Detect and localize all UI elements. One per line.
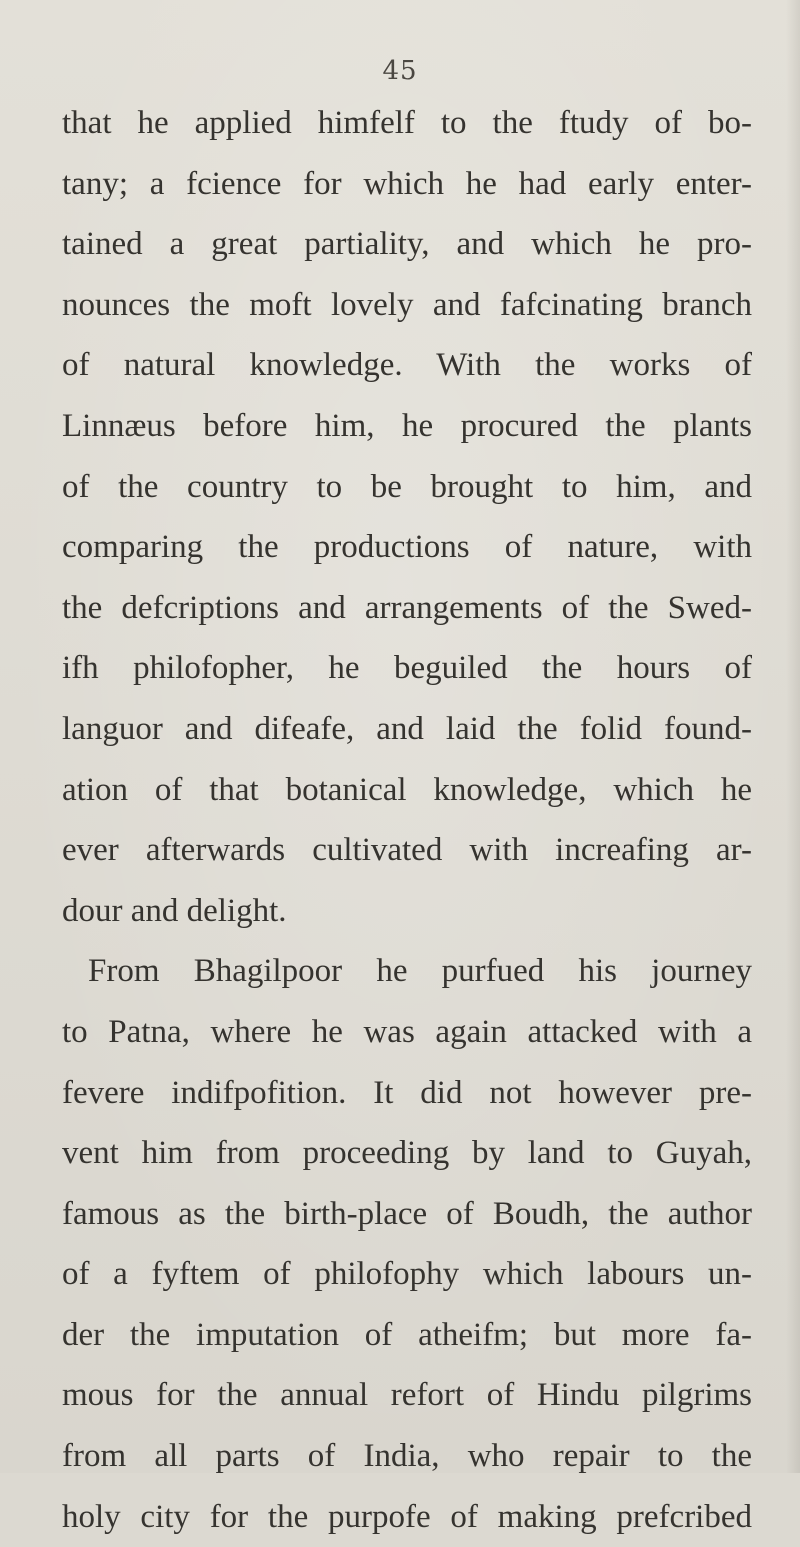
text-line: languor and difeafe, and laid the folid found- [62,710,752,747]
text-line: der the imputation of atheifm; but more fa- [62,1316,752,1353]
text-line: to Patna, where he was again attacked with a [62,1013,752,1050]
text-line: ever afterwards cultivated with increafing ar- [62,832,752,869]
text-line: of a fyftem of philofophy which labours un- [62,1256,752,1293]
text-line: holy city for the purpofe of making prefcribed [62,1498,752,1535]
text-line: of the country to be brought to him, and [62,468,752,505]
body-text [62,93,752,1547]
text-line: mous for the annual refort of Hindu pilgrims [62,1377,752,1414]
text-line: vent him from proceeding by land to Guyah, [62,1135,752,1172]
text-line: tained a great partiality, and which he pro- [62,226,752,263]
text-line: famous as the birth-place of Boudh, the author [62,1195,752,1232]
text-line: comparing the productions of nature, with [62,529,752,566]
page-number: 45 [382,56,418,86]
text-line: ifh philofopher, he beguiled the hours of [62,650,752,687]
text-line: nounces the moft lovely and fafcinating branch [62,286,752,323]
paragraph-start-line: From Bhagilpoor he purfued his journey [88,953,752,990]
text-line: the defcriptions and arrangements of the Swed- [62,589,752,626]
text-line: from all parts of India, who repair to the [62,1438,752,1475]
text-line: of natural knowledge. With the works of [62,347,752,384]
text-line: ation of that botanical knowledge, which he [62,771,752,808]
text-line: that he applied himfelf to the ftudy of bo- [62,105,752,141]
text-line: Linnæus before him, he procured the plants [62,407,752,444]
paragraph-end-line: dour and delight. [62,892,287,929]
text-line: fevere indifpofition. It did not however pre- [62,1074,752,1111]
text-line: tany; a fcience for which he had early enter- [62,165,752,202]
page-gutter-shadow [786,0,800,1473]
